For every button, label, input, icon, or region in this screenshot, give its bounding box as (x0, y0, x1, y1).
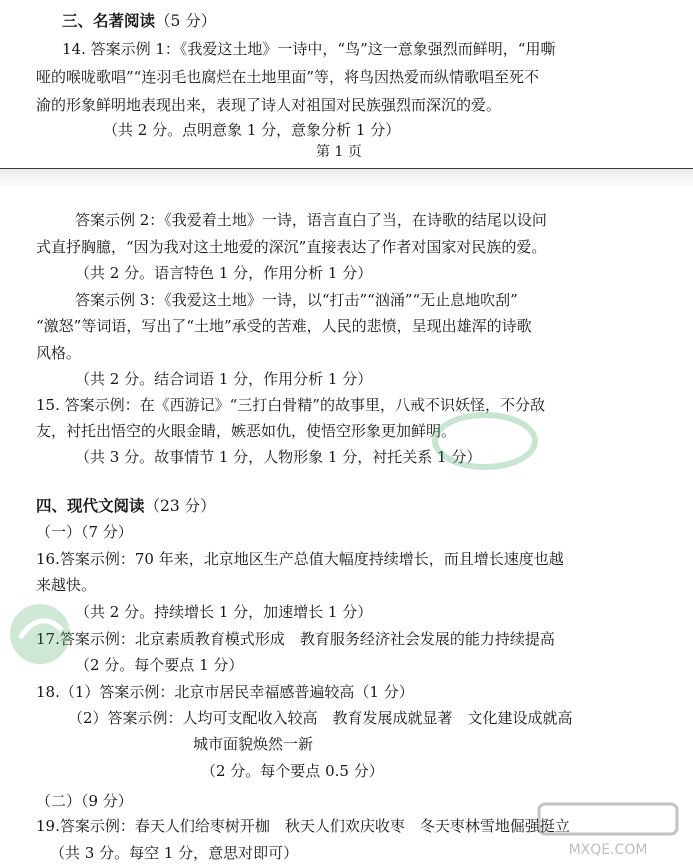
subsection-1-heading: （一）（7 分） (36, 523, 133, 541)
answer-18-part-1: 18.（1）答案示例：北京市居民幸福感普遍较高（1 分） (36, 683, 414, 701)
page-number: 第 1 页 (316, 144, 362, 160)
page-bottom (0, 186, 693, 868)
answer-14-line-3: 渝的形象鲜明地表现出来，表现了诗人对祖国对民族强烈而深沉的爱。 (36, 96, 502, 114)
watermark-text: MXQE.COM (568, 842, 648, 858)
answer-14-example-3-scoring: （共 2 分。结合词语 1 分，作用分析 1 分） (75, 370, 373, 388)
section-3-score: （5 分） (155, 12, 217, 30)
answer-15-scoring: （共 3 分。故事情节 1 分，人物形象 1 分，衬托关系 1 分） (75, 448, 482, 466)
answer-14-example-2-scoring: （共 2 分。语言特色 1 分，作用分析 1 分） (75, 264, 373, 282)
section-4-title: 四、现代文阅读 (36, 496, 145, 515)
answer-14-line-1: 14. 答案示例 1：《我爱这土地》一诗中，“鸟”这一意象强烈而鲜明，“用嘶 (62, 40, 556, 58)
answer-14-example-3-line-1: 答案示例 3：《我爱这土地》一诗，以“打击”“汹涌”“无止息地吹刮” (75, 291, 518, 309)
answer-16-line-2: 来越快。 (36, 576, 97, 594)
section-4-score: （23 分） (144, 497, 216, 515)
page-top (0, 0, 693, 168)
answer-14-line-2: 哑的喉咙歌唱”“连羽毛也腐烂在土地里面”等，将鸟因热爱而纵情歌唱至死不 (36, 68, 540, 86)
answer-14-example-3-line-2: “激怒”等词语，写出了“土地”承受的苦难，人民的悲愤，呈现出雄浑的诗歌 (36, 317, 532, 335)
section-3-heading (62, 11, 216, 31)
section-3-title: 三、名著阅读 (62, 11, 156, 30)
answer-15-line-1: 15. 答案示例：在《西游记》“三打白骨精”的故事里，八戒不识妖怪，不分敌 (36, 396, 545, 414)
answer-18-scoring: （2 分。每个要点 0.5 分） (201, 762, 384, 780)
answer-19-scoring: （共 3 分。每空 1 分，意思对即可） (50, 844, 299, 862)
section-4-heading (36, 496, 216, 516)
answer-17-line-1: 17.答案示例：北京素质教育模式形成 教育服务经济社会发展的能力持续提高 (36, 630, 555, 648)
answer-16-scoring: （共 2 分。持续增长 1 分，加速增长 1 分） (75, 603, 373, 621)
answer-14-example-3-line-3: 风格。 (36, 344, 82, 362)
answer-15-line-2: 友，衬托出悟空的火眼金睛，嫉恶如仇，使悟空形象更加鲜明。 (36, 422, 457, 440)
subsection-2-heading: （二）（9 分） (36, 792, 133, 810)
answer-14-example-2-line-1: 答案示例 2：《我爱着土地》一诗，语言直白了当，在诗歌的结尾以设问 (75, 211, 547, 229)
answer-14-scoring: （共 2 分。点明意象 1 分，意象分析 1 分） (103, 121, 401, 139)
answer-18-part-2-line-1: （2）答案示例：人均可支配收入较高 教育发展成就显著 文化建设成就高 (68, 709, 573, 727)
answer-17-scoring: （2 分。每个要点 1 分） (75, 656, 244, 674)
answer-14-example-2-line-2: 式直抒胸臆，“因为我对这土地爱的深沉”直接表达了作者对国家对民族的爱。 (36, 238, 547, 256)
answer-18-part-2-line-2: 城市面貌焕然一新 (193, 735, 314, 753)
page-separator (0, 168, 693, 187)
answer-19-line-1: 19.答案示例：春天人们给枣树开枷 秋天人们欢庆收枣 冬天枣林雪地倔强挺立 (36, 817, 570, 835)
answer-16-line-1: 16.答案示例：70 年来，北京地区生产总值大幅度持续增长，而且增长速度也越 (36, 550, 564, 568)
